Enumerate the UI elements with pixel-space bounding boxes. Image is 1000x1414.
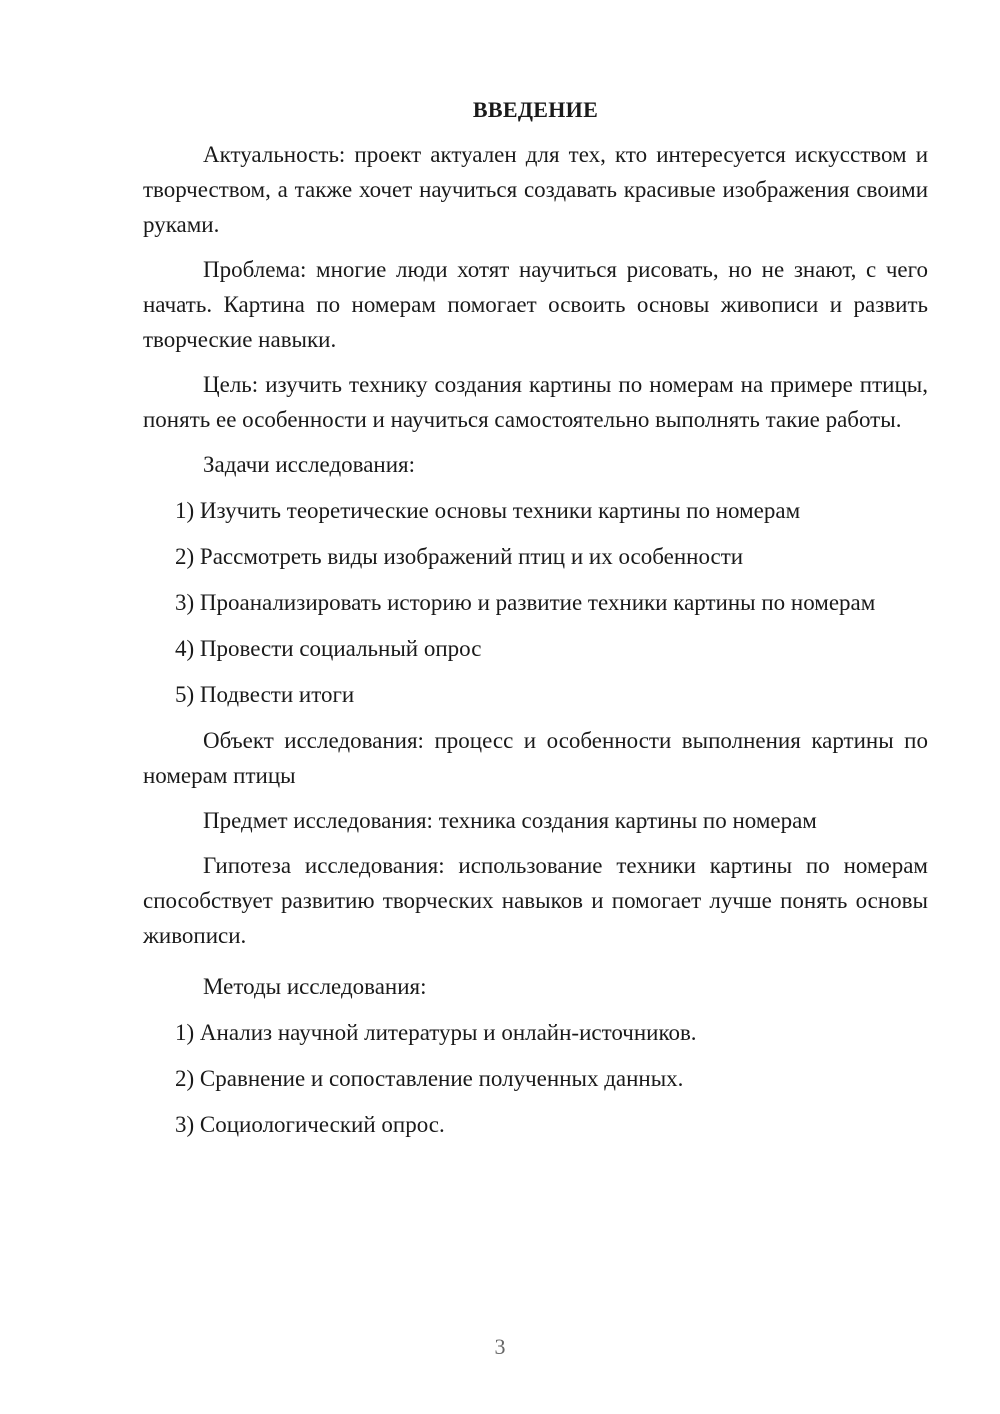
section-title: ВВЕДЕНИЕ — [472, 97, 599, 122]
method-item: 2) Сравнение и сопоставление полученных данных. — [175, 1066, 684, 1091]
methods-heading: Методы исследования: — [203, 974, 427, 999]
task-item: 1) Изучить теоретические основы техники картины по номерам — [175, 498, 801, 523]
method-item: 1) Анализ научной литературы и онлайн-источников. — [175, 1020, 697, 1045]
page-number: 3 — [494, 1334, 506, 1359]
method-item: 3) Социологический опрос. — [175, 1112, 445, 1137]
relevance-paragraph: Актуальность: проект актуален для тех, кто интересуется искусством и творчеством, а также хочет научиться создавать красивые изображения своими руками. — [143, 142, 928, 237]
hypothesis-paragraph: Гипотеза исследования: использование техники картины по номерам способствует развитию творческих навыков и помогает лучше понять основы живописи. — [143, 853, 928, 948]
tasks-heading: Задачи исследования: — [203, 452, 416, 477]
task-item: 5) Подвести итоги — [175, 682, 355, 707]
object-paragraph: Объект исследования: процесс и особенности выполнения картины по номерам птицы — [143, 728, 928, 788]
document-page — [143, 92, 928, 1153]
task-item: 2) Рассмотреть виды изображений птиц и их особенности — [175, 544, 744, 569]
tasks-list — [143, 493, 928, 712]
subject-paragraph: Предмет исследования: техника создания картины по номерам — [203, 808, 817, 833]
goal-paragraph: Цель: изучить технику создания картины по номерам на примере птицы, понять ее особенности и научиться самостоятельно выполнять такие работы. — [143, 372, 928, 432]
methods-list — [143, 1015, 928, 1142]
task-item: 4) Провести социальный опрос — [175, 636, 482, 661]
problem-paragraph: Проблема: многие люди хотят научиться рисовать, но не знают, с чего начать. Картина по номерам помогает освоить основы живописи и развить творческие навыки. — [143, 257, 928, 352]
task-item: 3) Проанализировать историю и развитие техники картины по номерам — [175, 590, 876, 615]
